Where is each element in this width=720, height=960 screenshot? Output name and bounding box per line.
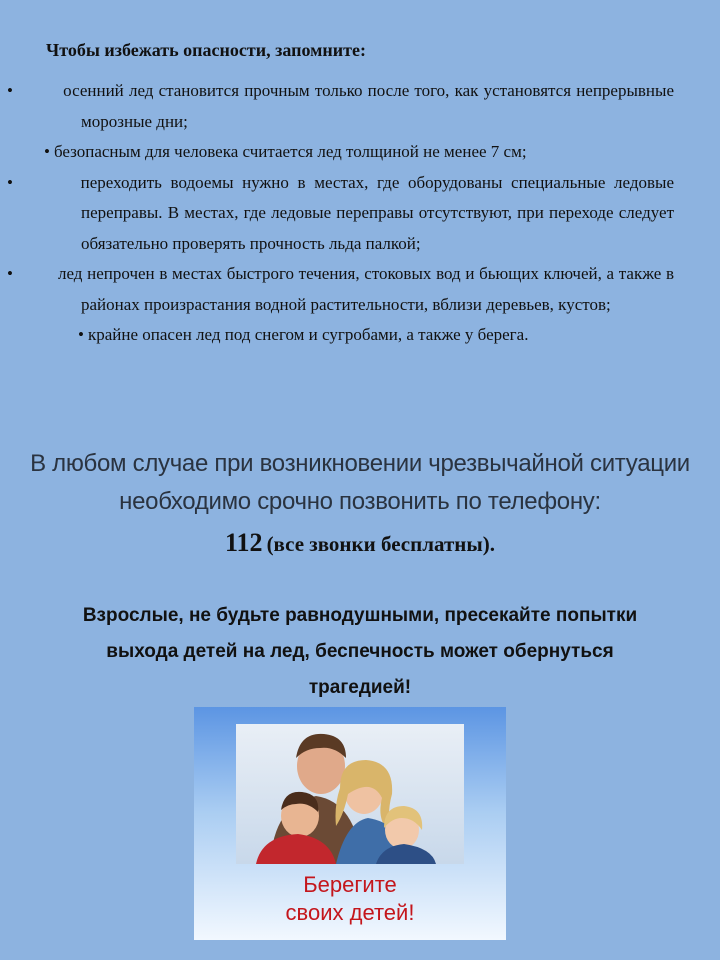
phone-number: 112	[224, 528, 263, 557]
rule-text: безопасным для человека считается лед толщиной не менее 7 см;	[53, 142, 527, 161]
rule-item	[7, 76, 674, 137]
safety-rules-list	[7, 76, 674, 351]
bullet: •	[7, 81, 13, 100]
family-poster	[194, 707, 506, 940]
parent-appeal: Взрослые, не будьте равнодушными, пресекайте попытки выхода детей на лед, беспечность может обернуться трагедией!	[82, 605, 638, 698]
bullet: •	[7, 172, 13, 192]
bullet: •	[78, 325, 84, 344]
emergency-phone	[0, 528, 720, 558]
rule-text: осенний лед становится прочным только после того, как установятся непрерывные морозные дни;	[63, 81, 674, 131]
bullet: •	[44, 142, 50, 161]
poster-caption	[194, 871, 506, 927]
rule-item	[7, 259, 674, 320]
emergency-text: В любом случае при возникновении чрезвычайной ситуации необходимо срочно позвонить по телефону:	[30, 450, 690, 515]
family-illustration	[236, 724, 464, 864]
rule-text: переходить водоемы нужно в местах, где оборудованы специальные ледовые переправы. В местах, где ледовые переправы отсутствуют, при переходе следует обязательно проверять прочность льда палкой;	[80, 172, 674, 253]
poster-caption-line2: своих детей!	[285, 900, 415, 925]
family-photo	[236, 724, 464, 864]
rule-item	[44, 137, 674, 168]
phone-note: (все звонки бесплатны).	[266, 532, 495, 556]
bullet: •	[7, 264, 13, 283]
page-heading: Чтобы избежать опасности, запомните:	[46, 40, 366, 60]
rule-item	[7, 168, 674, 260]
rule-item	[44, 320, 674, 351]
rule-text: крайне опасен лед под снегом и сугробами, а также у берега.	[87, 325, 529, 344]
rule-text: лед непрочен в местах быстрого течения, стоковых вод и бьющих ключей, а также в районах произрастания водной растительности, вблизи деревьев, кустов;	[58, 264, 674, 314]
poster-caption-line1: Берегите	[303, 872, 397, 897]
